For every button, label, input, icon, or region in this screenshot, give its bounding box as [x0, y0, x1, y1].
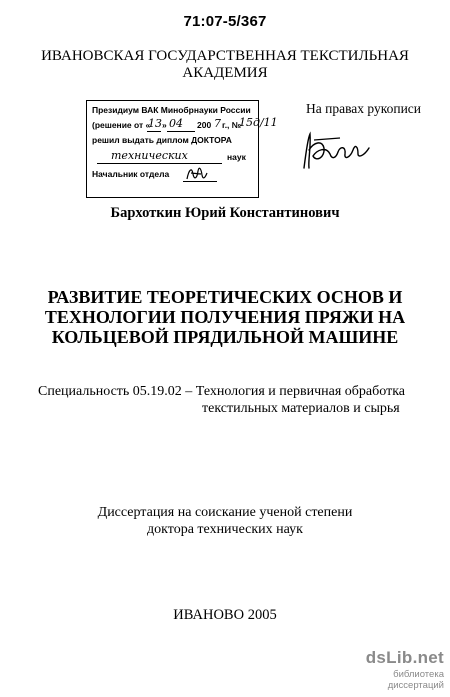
vak-stamp	[86, 100, 278, 198]
stamp-field-underline	[97, 163, 222, 164]
watermark	[338, 648, 444, 691]
stamp-field-suffix: наук	[227, 152, 246, 162]
watermark-logo: dsLib.net	[365, 648, 444, 667]
stamp-decision-label: (решение от «	[92, 120, 151, 130]
stamp-sep: »	[162, 120, 167, 130]
stamp-month: 04	[169, 117, 183, 130]
title-line-3: КОЛЬЦЕВОЙ ПРЯДИЛЬНОЙ МАШИНЕ	[51, 327, 399, 347]
stamp-year-prefix: 200	[197, 120, 212, 130]
degree-statement	[0, 504, 450, 538]
stamp-year-suffix: 7	[214, 117, 221, 130]
degree-line-1: Диссертация на соискание ученой степени	[97, 505, 353, 520]
stamp-day-underline	[147, 131, 161, 132]
stamp-dept-underline	[183, 181, 217, 182]
archive-code: 71:07-5/367	[183, 13, 267, 30]
specialty-line-1: Специальность 05.19.02 – Технология и первичная обработка	[38, 384, 405, 399]
stamp-field-handwritten: технических	[111, 149, 188, 162]
title-line-2: ТЕХНОЛОГИИ ПОЛУЧЕНИЯ ПРЯЖИ НА	[44, 307, 406, 327]
dissertation-title	[0, 287, 450, 347]
watermark-subtitle: библиотека диссертаций	[387, 669, 444, 691]
title-line-1: РАЗВИТИЕ ТЕОРЕТИЧЕСКИХ ОСНОВ И	[47, 287, 403, 307]
author-signature-icon	[300, 128, 372, 176]
stamp-line-1: Президиум ВАК Минобрнауки России	[92, 105, 251, 115]
stamp-number: 15д/11	[239, 116, 278, 129]
manuscript-rights-note: На правах рукописи	[306, 101, 422, 116]
institution-line-2: АКАДЕМИЯ	[182, 65, 268, 81]
degree-line-2: доктора технических наук	[147, 522, 303, 537]
specialty-line-2: текстильных материалов и сырья	[202, 401, 400, 416]
stamp-line-3: решил выдать диплом ДОКТОРА	[92, 135, 232, 145]
institution-line-1: ИВАНОВСКАЯ ГОСУДАРСТВЕННАЯ ТЕКСТИЛЬНАЯ	[41, 48, 409, 64]
stamp-day: 13	[148, 117, 162, 130]
city-year: ИВАНОВО 2005	[173, 607, 277, 623]
stamp-no-label: г., №	[222, 120, 242, 130]
institution-name	[0, 48, 450, 82]
stamp-dept-label: Начальник отдела	[92, 169, 170, 179]
stamp-month-underline	[167, 131, 195, 132]
author-name: Бархоткин Юрий Константинович	[110, 205, 340, 221]
